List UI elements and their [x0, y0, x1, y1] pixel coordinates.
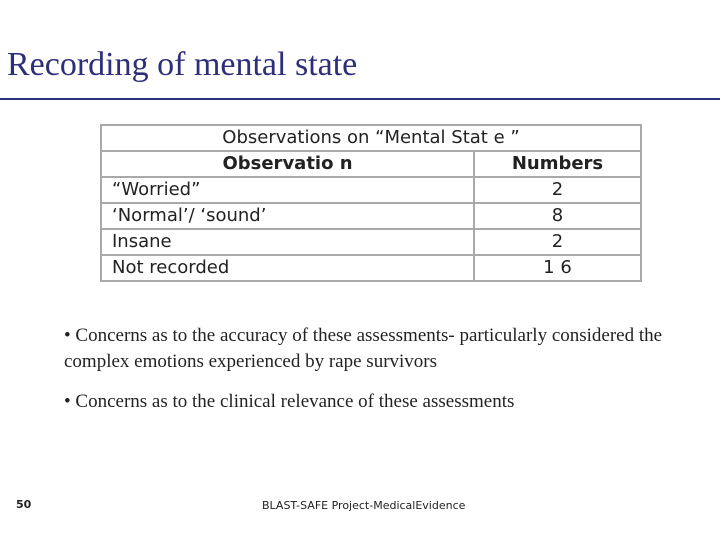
observation-cell: ‘Normal’/ ‘sound’	[101, 203, 474, 229]
table-caption-row	[101, 125, 641, 151]
bullet-item	[64, 323, 664, 375]
page-number: 50	[16, 498, 32, 511]
number-cell: 1 6	[474, 255, 641, 281]
number-cell: 2	[474, 177, 641, 203]
bullet-item	[64, 389, 664, 415]
observation-cell: Insane	[101, 229, 474, 255]
bullet-list	[64, 323, 664, 429]
bullet-text: Concerns as to the accuracy of these assessments- particularly considered the complex emotions experienced by rape survivors	[64, 325, 663, 372]
table-row	[101, 255, 641, 281]
column-header-observation: Observatio n	[101, 151, 474, 177]
bullet-icon: •	[64, 391, 71, 412]
bullet-icon: •	[64, 325, 71, 346]
bullet-text: Concerns as to the clinical relevance of these assessments	[75, 391, 515, 412]
column-header-numbers: Numbers	[474, 151, 641, 177]
table-row	[101, 177, 641, 203]
slide-title: Recording of mental state	[7, 46, 358, 83]
table-caption: Observations on “Mental Stat e ”	[101, 125, 641, 151]
observation-cell: Not recorded	[101, 255, 474, 281]
observations-table	[100, 124, 642, 282]
observation-cell: “Worried”	[101, 177, 474, 203]
title-divider	[0, 98, 720, 100]
footer-text: BLAST-SAFE Project-MedicalEvidence	[262, 499, 466, 512]
table-header-row	[101, 151, 641, 177]
number-cell: 2	[474, 229, 641, 255]
table-row	[101, 203, 641, 229]
number-cell: 8	[474, 203, 641, 229]
table-row	[101, 229, 641, 255]
